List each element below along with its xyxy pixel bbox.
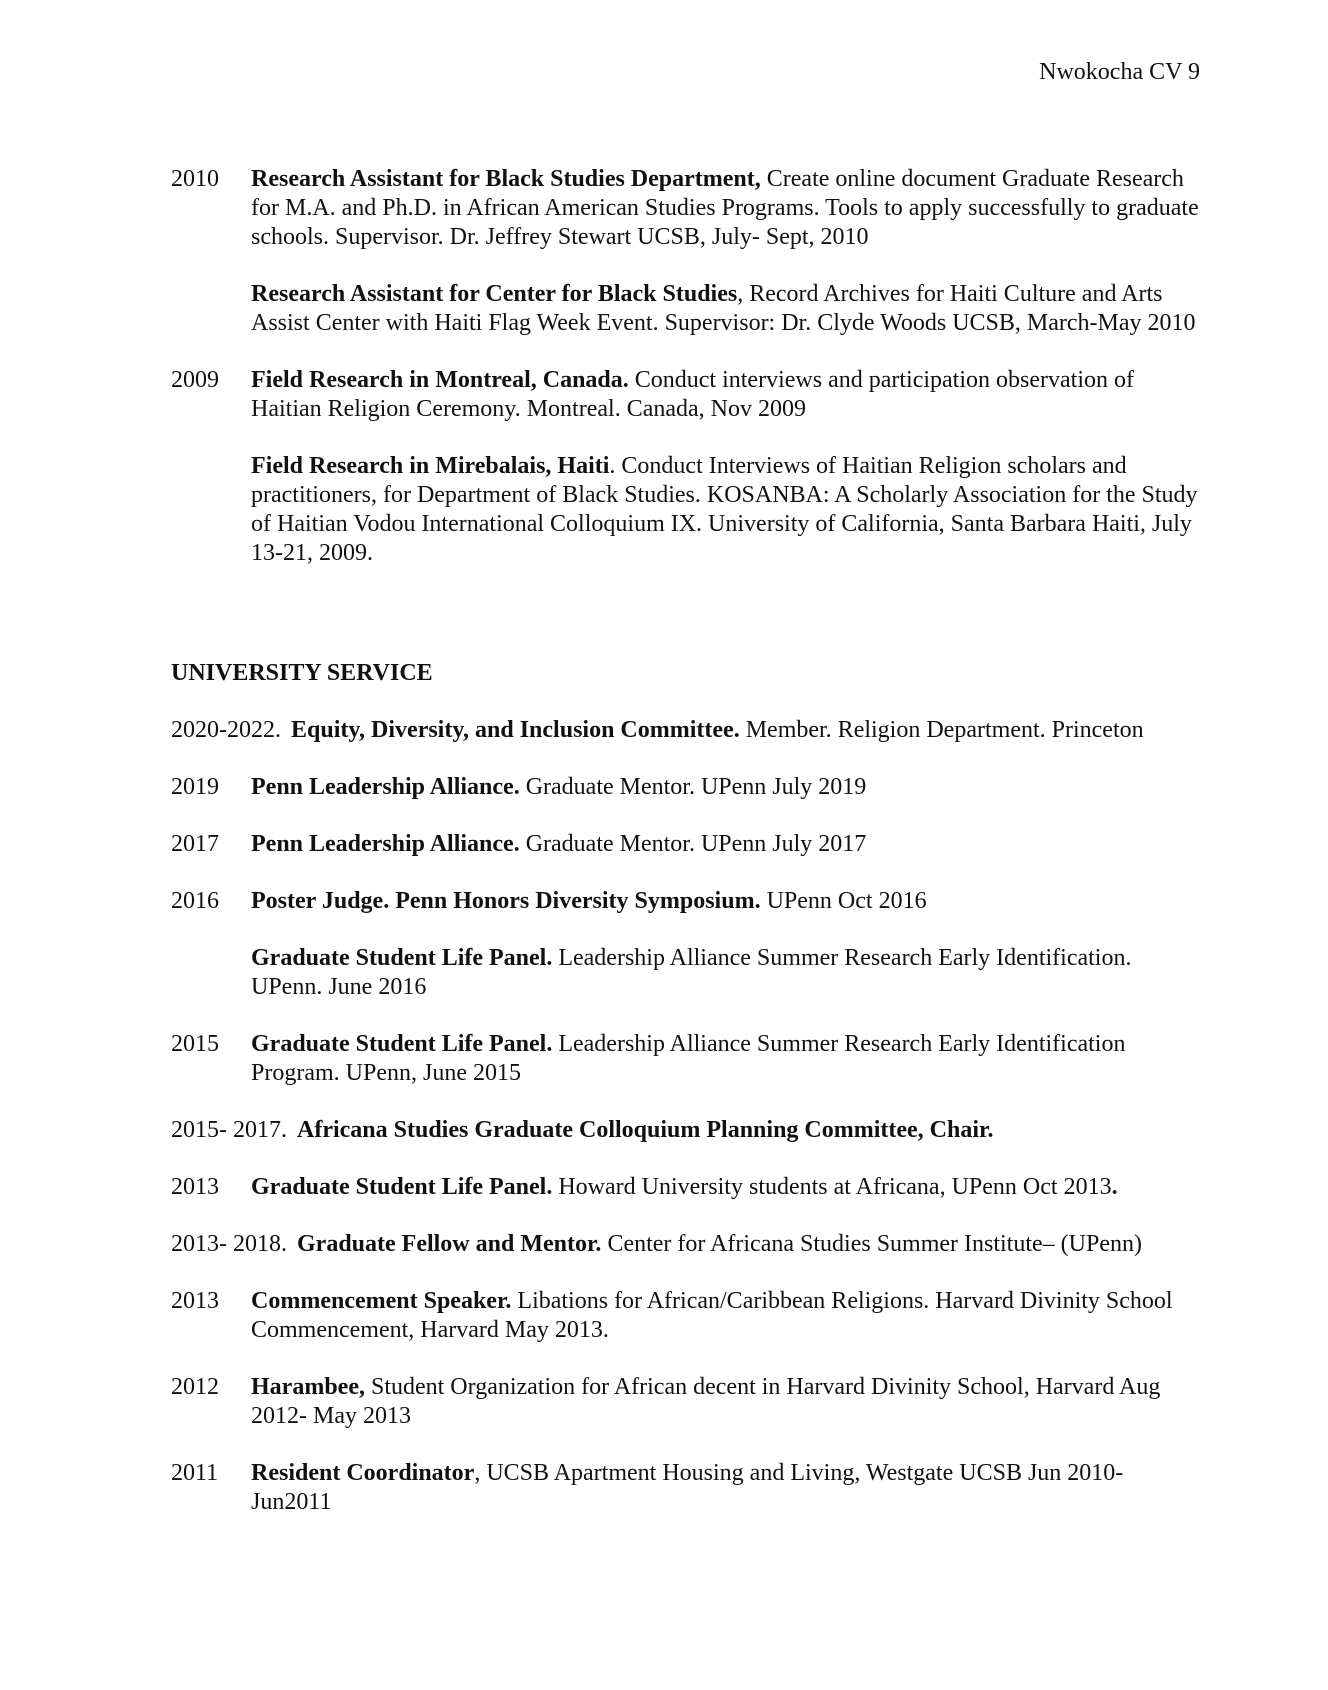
entry-title: Research Assistant for Center for Black Studies [251,281,738,307]
service-entry [171,716,1206,745]
entry-body [251,1173,1206,1202]
entry-year: 2010 [171,166,219,192]
entry-body [291,716,1206,745]
service-entry [171,1030,1206,1088]
entry-body [251,366,1206,424]
page-header: Nwokocha CV 9 [1039,59,1200,85]
entry-year: 2015- 2017. [171,1117,287,1143]
entry-title: Penn Leadership Alliance. [251,831,520,857]
service-entry [171,773,1206,802]
entry-text: Center for Africana Studies Summer Institute– (UPenn) [601,1231,1142,1257]
service-entry [171,944,1206,1002]
entry-body [251,452,1206,568]
entry-body [251,280,1206,338]
entry-body [297,1116,1206,1145]
entry-title: Penn Leadership Alliance. [251,774,520,800]
entry-body [251,1287,1206,1345]
entry-title: Graduate Fellow and Mentor. [297,1231,602,1257]
entry-year: 2017 [171,831,219,857]
entry-title: Commencement Speaker. [251,1288,512,1314]
entry-year: 2013 [171,1288,219,1314]
research-entry [171,366,1206,424]
entry-title: Equity, Diversity, and Inclusion Committee. [291,717,740,743]
entry-text: Howard University students at Africana, UPenn Oct 2013 [552,1174,1112,1200]
entry-text: , Record Archives for Haiti Culture and Arts Assist Center with Haiti Flag Week Event. Supervisor: Dr. Clyde Woods UCSB, March-May 2010 [251,281,1196,336]
research-entry [171,165,1206,252]
entry-body [251,944,1206,1002]
entry-title: Harambee, [251,1374,365,1400]
service-entry [171,1230,1206,1259]
service-entry [171,887,1206,916]
entry-year: 2013- 2018. [171,1231,287,1257]
entry-year: 2011 [171,1460,219,1486]
entry-text: Leadership Alliance Summer Research Early Identification Program. UPenn, June 2015 [251,1031,1126,1086]
entry-year: 2019 [171,774,219,800]
entry-title: Resident Coordinator [251,1460,475,1486]
entry-body [251,1373,1206,1431]
entry-body [251,165,1206,252]
service-entry [171,1287,1206,1345]
entry-body [251,887,1206,916]
entry-year: 2016 [171,888,219,914]
entry-text: UPenn Oct 2016 [760,888,927,914]
entry-title: Graduate Student Life Panel. [251,945,553,971]
entry-body [251,830,1206,859]
entry-suffix: . [1111,1174,1118,1200]
entry-year [171,280,251,338]
service-entry [171,1116,1206,1145]
entry-title: Graduate Student Life Panel. [251,1174,553,1200]
entry-year: 2020-2022. [171,717,281,743]
entry-body [251,773,1206,802]
service-entry [171,1173,1206,1202]
cv-content [171,165,1206,1545]
entry-title: Graduate Student Life Panel. [251,1031,553,1057]
entry-year: 2013 [171,1174,219,1200]
research-entry [171,452,1206,568]
entry-text: Conduct interviews and participation observation of Haitian Religion Ceremony. Montreal. Canada, Nov 2009 [251,367,1134,422]
entry-year [171,944,251,1002]
service-entry [171,1459,1206,1517]
entry-year: 2009 [171,367,219,393]
service-entry [171,830,1206,859]
entry-title: Field Research in Montreal, Canada. [251,367,629,393]
entry-title: Field Research in Mirebalais, Haiti [251,453,610,479]
entry-text: Member. Religion Department. Princeton [739,717,1144,743]
entry-text: Graduate Mentor. UPenn July 2017 [519,831,867,857]
entry-year: 2012 [171,1374,219,1400]
entry-text: Student Organization for African decent in Harvard Divinity School, Harvard Aug 2012- May 2013 [251,1374,1161,1429]
entry-text: Create online document Graduate Research for M.A. and Ph.D. in African American Studies Programs. Tools to apply successfully to graduate schools. Supervisor. Dr. Jeffrey Stewart UCSB, July- Sept, 2010 [251,166,1199,250]
entry-title: Poster Judge. Penn Honors Diversity Symposium. [251,888,761,914]
section-title-university-service: UNIVERSITY SERVICE [171,660,433,686]
entry-body [251,1030,1206,1088]
entry-text: Graduate Mentor. UPenn July 2019 [519,774,867,800]
entry-year: 2015 [171,1031,219,1057]
entry-title: Africana Studies Graduate Colloquium Planning Committee, Chair. [297,1117,994,1143]
entry-year [171,452,251,568]
entry-title: Research Assistant for Black Studies Department, [251,166,761,192]
service-entry [171,1373,1206,1431]
entry-body [251,1459,1206,1517]
research-entry [171,280,1206,338]
entry-text: , UCSB Apartment Housing and Living, Westgate UCSB Jun 2010- Jun2011 [251,1460,1124,1515]
section-spacer [171,596,1206,659]
entry-body [297,1230,1206,1259]
entry-text: Leadership Alliance Summer Research Early Identification. UPenn. June 2016 [251,945,1132,1000]
entry-text: Libations for African/Caribbean Religions. Harvard Divinity School Commencement, Harvard May 2013. [251,1288,1173,1343]
entry-text: . Conduct Interviews of Haitian Religion scholars and practitioners, for Department of Black Studies. KOSANBA: A Scholarly Association for the Study of Haitian Vodou International Colloquium IX. University of California, Santa Barbara Haiti, July 13-21, 2009. [251,453,1198,566]
